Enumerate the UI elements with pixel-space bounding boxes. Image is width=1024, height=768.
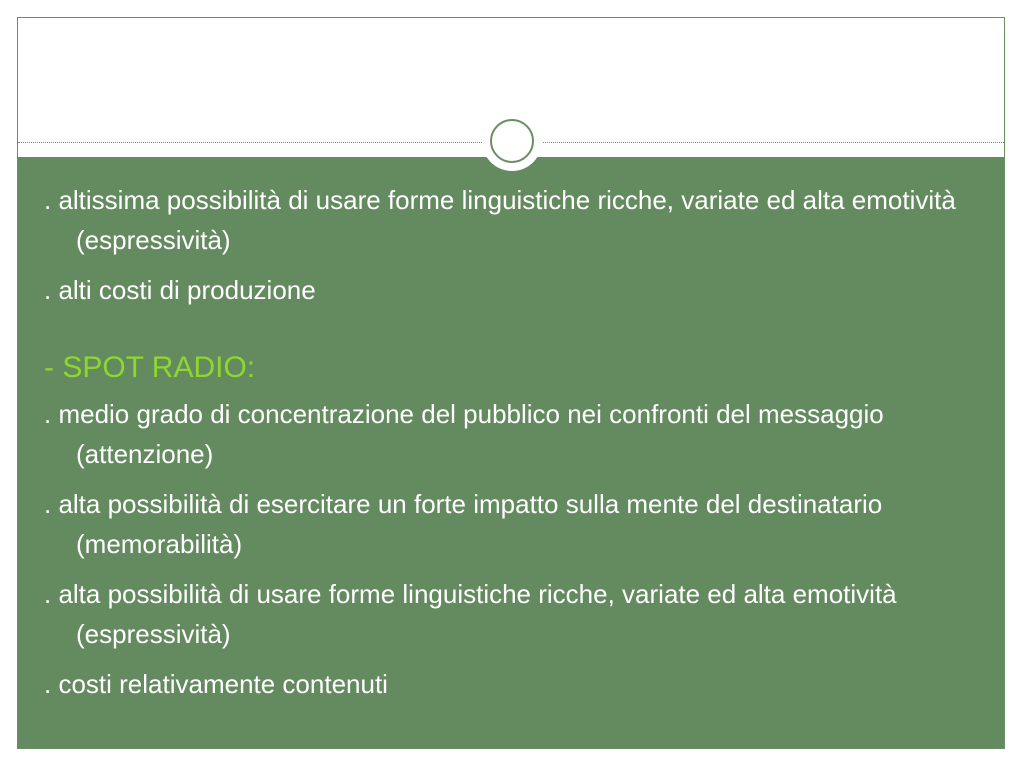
bullet-item: . costi relativamente contenuti: [44, 669, 388, 699]
bullet-item: . alti costi di produzione: [44, 275, 316, 305]
bullet-list: [44, 180, 964, 714]
circle-ring: [490, 119, 534, 163]
circle-ornament-icon: [482, 111, 542, 171]
section-heading: - SPOT RADIO:: [44, 351, 256, 384]
bullet-item: . alta possibilità di esercitare un forte impatto sulla mente del destinatario (memorabilità): [44, 489, 883, 559]
bullet-item: . medio grado di concentrazione del pubblico nei confronti del messaggio (attenzione): [44, 399, 884, 469]
bullet-item: . altissima possibilità di usare forme linguistiche ricche, variate ed alta emotività (espressività): [44, 185, 956, 255]
bullet-item: . alta possibilità di usare forme linguistiche ricche, variate ed alta emotività (espressività): [44, 579, 897, 649]
